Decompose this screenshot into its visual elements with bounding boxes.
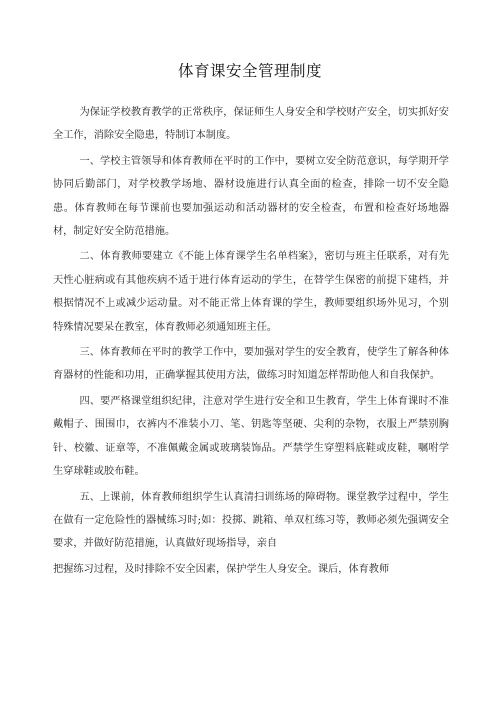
document-body bbox=[53, 101, 449, 581]
paragraph-section-1: 一、学校主管领导和体育教师在平时的工作中，要树立安全防范意识，每学期开学协同后勤部门，对学校教学场地、器材设施进行认真全面的检查，排除一切不安全隐患。体育教师在每节课前也要加强运动和活动器材的安全检查，布置和检查好场地器材，制定好安全防范措施。 bbox=[53, 155, 449, 238]
paragraph-section-2: 二、体育教师要建立《不能上体育课学生名单档案》，密切与班主任联系，对有先天性心脏病或有其他疾病不适于进行体育运动的学生，在替学生保密的前提下建档，并根据情况不上或减少运动量。对不能正常上体育课的学生，教师要组织场外见习，个别特殊情况要呆在教室，体育教师必须通知班主任。 bbox=[53, 251, 449, 333]
paragraph-section-5: 五、上课前，体育教师组织学生认真清扫训练场的障碍物。课堂教学过程中，学生在做有一定危险性的器械练习时;如：投掷、跳箱、单双杠练习等，教师必须先强调安全要求，并做好防范措施，认真做好现场指导，亲自 bbox=[53, 491, 449, 550]
paragraph-section-4: 四、要严格课堂组织纪律，注意对学生进行安全和卫生教育，学生上体育课时不准戴帽子、围围巾，衣裤内不准装小刀、笔、钥匙等坚硬、尖利的杂物，衣服上严禁别胸针、校徽、证章等，不准佩戴金属或玻璃装饰品。严禁学生穿塑料底鞋或皮鞋，嘱咐学生穿球鞋或胶布鞋。 bbox=[53, 395, 449, 478]
document-title: 体育课安全管理制度 bbox=[177, 62, 322, 80]
paragraph-intro: 为保证学校教育教学的正常秩序，保证师生人身安全和学校财产安全，切实抓好安全工作，消除安全隐患，特制订本制度。 bbox=[53, 107, 449, 142]
paragraph-section-3: 三、体育教师在平时的教学工作中，要加强对学生的安全教育，使学生了解各种体育器材的性能和功用，正确掌握其使用方法，做练习时知道怎样帮助他人和自我保护。 bbox=[53, 347, 449, 382]
paragraph-section-5-continued: 把握练习过程，及时排除不安全因素，保护学生人身安全。课后，体育教师 bbox=[53, 563, 390, 575]
